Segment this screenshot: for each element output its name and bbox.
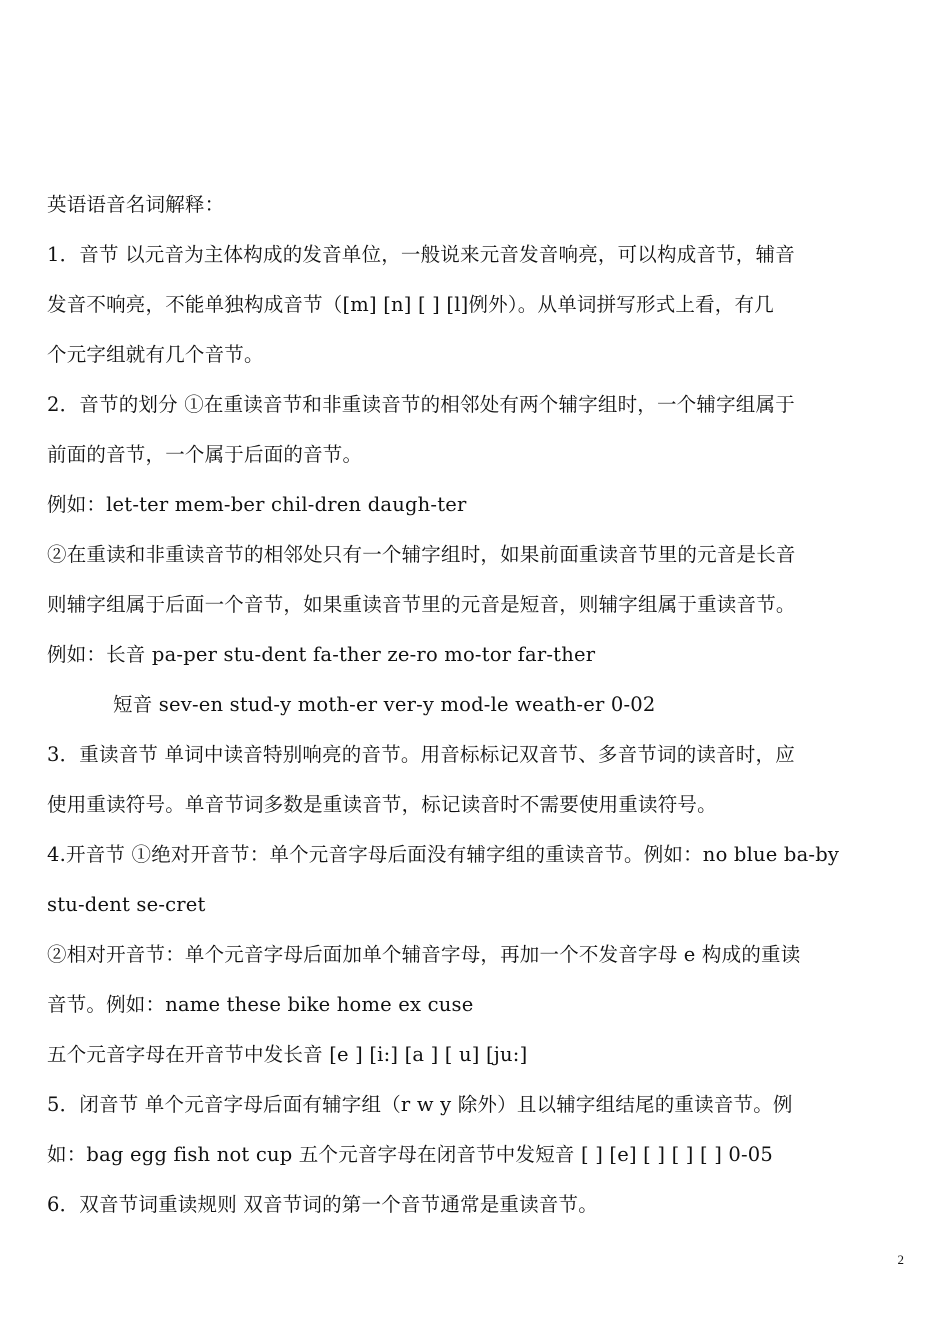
text-line: 五个元音字母在开音节中发长音 [e ] [i:] [a ] [ u] [ju:] [47, 1043, 528, 1066]
example-line: 例如：let-ter mem-ber chil-dren daugh-ter [47, 493, 467, 516]
text-line: 则辅字组属于后面一个音节，如果重读音节里的元音是短音，则辅字组属于重读音节。 [47, 593, 796, 616]
text-line: ②相对开音节：单个元音字母后面加单个辅音字母，再加一个不发音字母 e 构成的重读 [47, 943, 801, 966]
text-line: ②在重读和非重读音节的相邻处只有一个辅字组时，如果前面重读音节里的元音是长音 [47, 543, 796, 566]
text-line: 个元字组就有几个音节。 [47, 343, 264, 366]
text-line: 1．音节 以元音为主体构成的发音单位，一般说来元音发音响亮，可以构成音节，辅音 [47, 243, 795, 266]
text-line: stu-dent se-cret [47, 893, 206, 916]
text-line: 5．闭音节 单个元音字母后面有辅字组（r w y 除外）且以辅字组结尾的重读音节。例 [47, 1093, 793, 1116]
text-line: 发音不响亮，不能单独构成音节（[m] [n] [ ] [l]例外）。从单词拼写形式上看，有几 [47, 293, 774, 316]
text-line: 使用重读符号。单音节词多数是重读音节，标记读音时不需要使用重读符号。 [47, 793, 717, 816]
section-heading: 英语语音名词解释： [47, 193, 225, 216]
text-line: 如：bag egg fish not cup 五个元音字母在闭音节中发短音 [ ] [e] [ ] [ ] [ ] 0-05 [47, 1143, 774, 1166]
text-line: 3．重读音节 单词中读音特别响亮的音节。用音标标记双音节、多音节词的读音时，应 [47, 743, 795, 766]
text-line: 4.开音节 ①绝对开音节：单个元音字母后面没有辅字组的重读音节。例如：no blue ba-by [47, 843, 840, 866]
example-line: 例如：长音 pa-per stu-dent fa-ther ze-ro mo-tor far-ther [47, 643, 596, 666]
text-line: 音节。例如：name these bike home ex cuse [47, 993, 474, 1016]
text-line: 前面的音节，一个属于后面的音节。 [47, 443, 363, 466]
page-number: 2 [897, 1252, 904, 1267]
example-line-indented: 短音 sev-en stud-y moth-er ver-y mod-le weath-er 0-02 [113, 693, 656, 716]
text-line: 2．音节的划分 ①在重读音节和非重读音节的相邻处有两个辅字组时，一个辅字组属于 [47, 393, 795, 416]
text-line: 6．双音节词重读规则 双音节词的第一个音节通常是重读音节。 [47, 1193, 598, 1216]
